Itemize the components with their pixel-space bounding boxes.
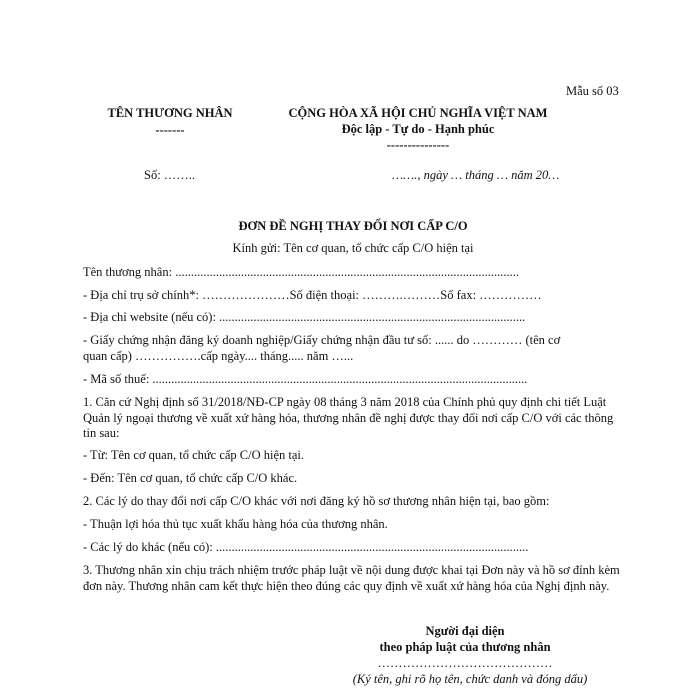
signature-subtitle: theo pháp luật của thương nhân bbox=[379, 640, 551, 654]
motto: Độc lập - Tự do - Hạnh phúc bbox=[341, 122, 495, 136]
reason-other: - Các lý do khác (nếu có): .................................................................................................... bbox=[83, 540, 529, 554]
signature-dots: …………………………………… bbox=[377, 656, 553, 670]
trader-name-field: Tên thương nhân: .............................................................................................................. bbox=[83, 265, 519, 279]
from-line: - Từ: Tên cơ quan, tổ chức cấp C/O hiện tại. bbox=[83, 448, 305, 462]
tax-code-field: - Mã số thuế: ........................................................................................................................ bbox=[83, 372, 528, 386]
trader-name-header: TÊN THƯƠNG NHÂN bbox=[107, 106, 233, 120]
signature-title: Người đại diện bbox=[425, 624, 505, 638]
section-3: 3. Thương nhân xin chịu trách nhiệm trước pháp luật về nội dung được khai tại Đơn này và hồ sơ đính kèm đơn này. Thương nhân cam kết thực hiện theo đúng các quy định về xuất xứ hàng hóa của Nghị định này. bbox=[83, 563, 620, 593]
motto-rule: --------------- bbox=[386, 138, 450, 152]
document-number: Số: …….. bbox=[144, 168, 196, 182]
trader-header-rule: ------- bbox=[155, 123, 185, 137]
address-field: - Địa chỉ trụ sở chính*: …………………Số điện thoại: ……….………Số fax: …………… bbox=[83, 288, 542, 302]
license-field-line2: quan cấp) …………….cấp ngày.... tháng..... năm …... bbox=[83, 349, 354, 363]
form-number: Mẫu số 03 bbox=[566, 84, 619, 98]
to-line: - Đến: Tên cơ quan, tổ chức cấp C/O khác. bbox=[83, 471, 298, 485]
website-field: - Địa chỉ website (nếu có): .................................................................................................. bbox=[83, 310, 526, 324]
signature-note: (Ký tên, ghi rõ họ tên, chức danh và đóng dấu) bbox=[352, 672, 588, 686]
reason-1: - Thuận lợi hóa thủ tục xuất khẩu hàng hóa của thương nhân. bbox=[83, 517, 388, 531]
country-title: CỘNG HÒA XÃ HỘI CHỦ NGHĨA VIỆT NAM bbox=[288, 106, 548, 120]
license-field-line1: - Giấy chứng nhận đăng ký doanh nghiệp/Giấy chứng nhận đầu tư số: ...... do ………… (tên cơ bbox=[83, 333, 561, 347]
recipient: Kính gửi: Tên cơ quan, tổ chức cấp C/O hiện tại bbox=[232, 241, 474, 255]
document-title: ĐƠN ĐỀ NGHỊ THAY ĐỔI NƠI CẤP C/O bbox=[238, 219, 468, 233]
section-1: 1. Căn cứ Nghị định số 31/2018/NĐ-CP ngày 08 tháng 3 năm 2018 của Chính phủ quy định chi tiết Luật Quản lý ngoại thương về xuất xứ hàng hóa, thương nhân đề nghị được thay đổi nơi cấp C/O với các thông tin sau: bbox=[83, 395, 614, 440]
section-2: 2. Các lý do thay đổi nơi cấp C/O khác với nơi đăng ký hồ sơ thương nhân hiện tại, bao gồm: bbox=[83, 494, 550, 508]
date-line: ……., ngày … tháng … năm 20… bbox=[392, 168, 560, 182]
